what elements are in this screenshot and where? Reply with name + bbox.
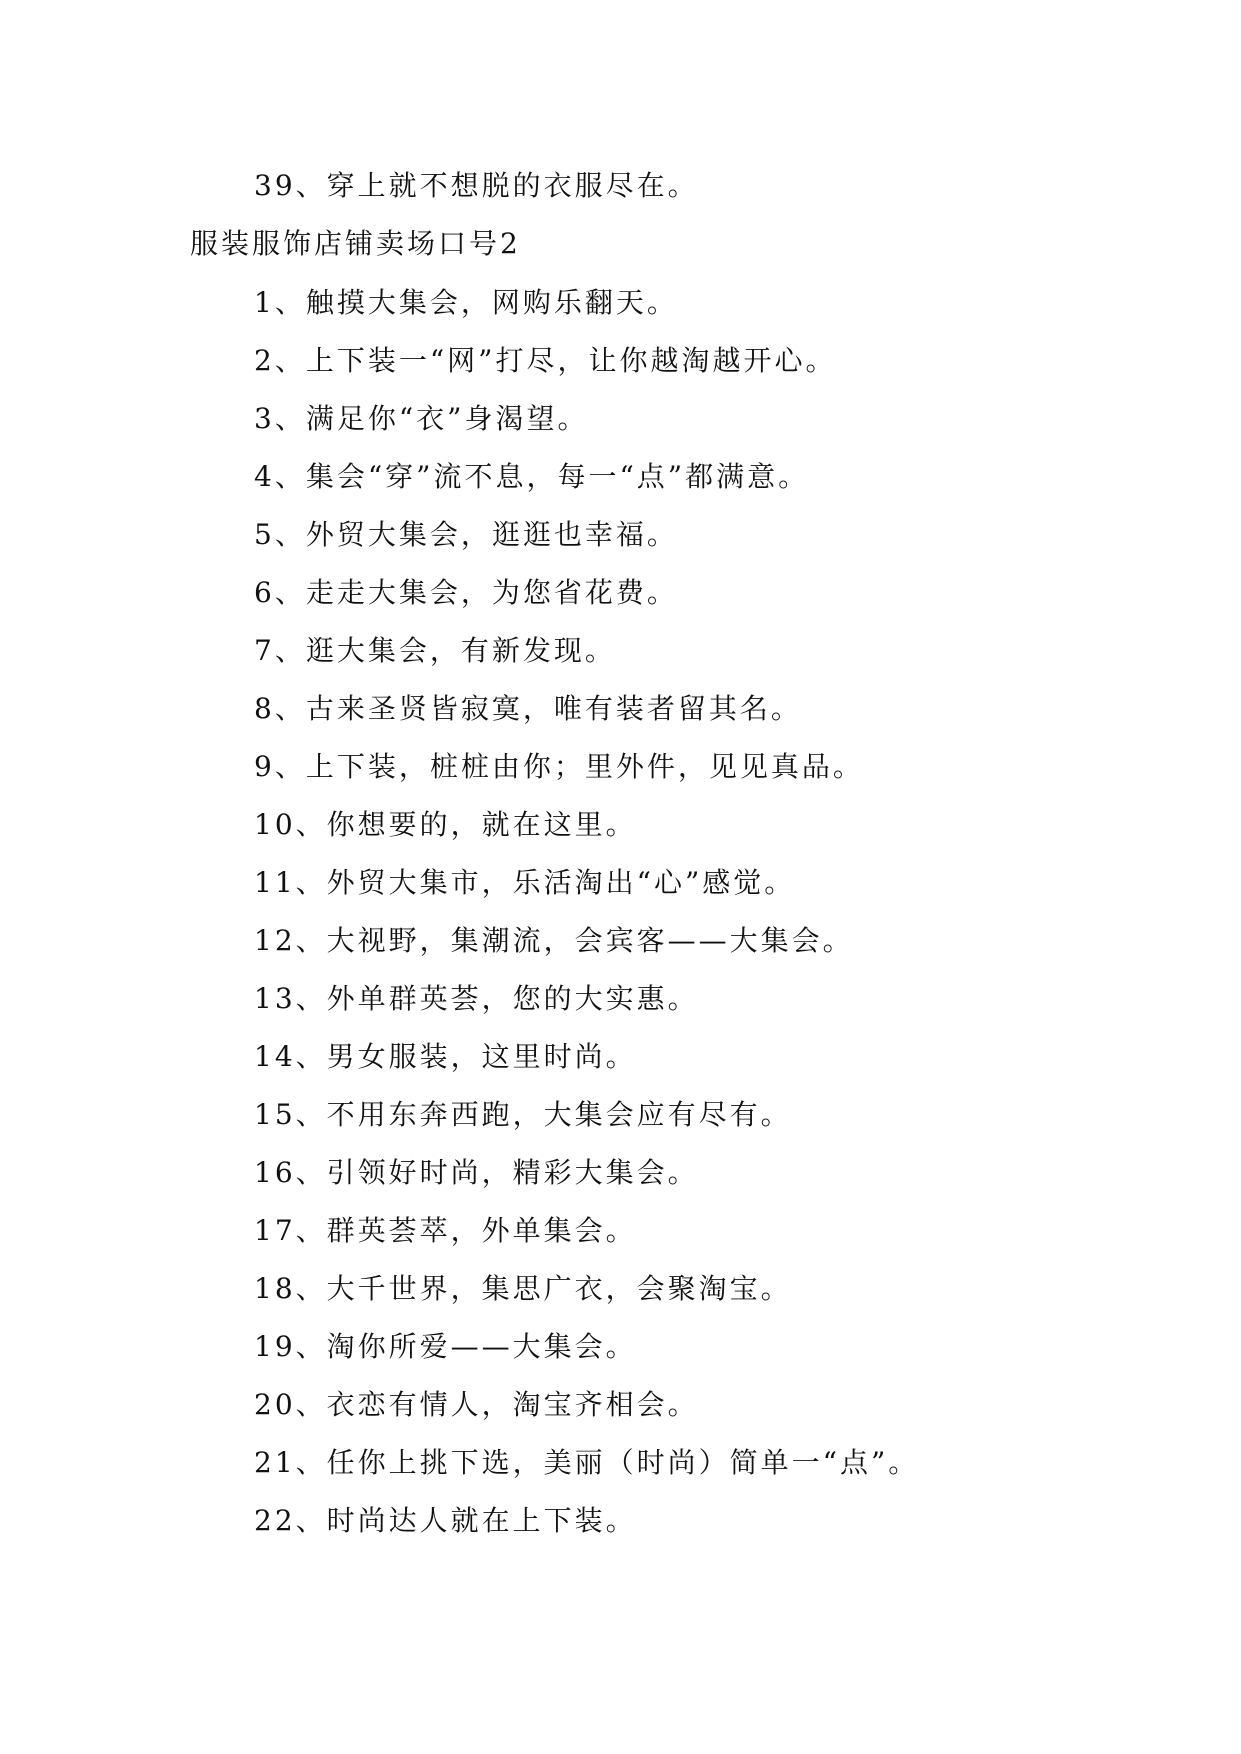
list-item: 16、引领好时尚，精彩大集会。 [254,1156,699,1189]
list-item: 19、淘你所爱——大集会。 [254,1330,637,1363]
list-item: 14、男女服装，这里时尚。 [254,1040,637,1073]
list-item: 3、满足你“衣”身渴望。 [254,402,589,435]
list-item: 2、上下装一“网”打尽，让你越淘越开心。 [254,344,837,377]
list-item: 13、外单群英荟，您的大实惠。 [254,982,699,1015]
list-item: 1、触摸大集会，网购乐翻天。 [254,286,678,319]
list-item: 4、集会“穿”流不息，每一“点”都满意。 [254,460,810,493]
list-item: 22、时尚达人就在上下装。 [254,1504,637,1537]
list-item: 17、群英荟萃，外单集会。 [254,1214,637,1247]
list-item: 8、古来圣贤皆寂寞，唯有装者留其名。 [254,692,802,725]
list-item: 9、上下装，桩桩由你；里外件，见见真品。 [254,750,864,783]
list-item: 5、外贸大集会，逛逛也幸福。 [254,518,678,551]
list-item: 15、不用东奔西跑，大集会应有尽有。 [254,1098,792,1131]
list-item: 11、外贸大集市，乐活淘出“心”感觉。 [254,866,796,899]
list-item: 20、衣恋有情人，淘宝齐相会。 [254,1388,699,1421]
list-item: 10、你想要的，就在这里。 [254,808,637,841]
list-item: 21、任你上挑下选，美丽（时尚）简单一“点”。 [254,1446,920,1479]
list-item: 7、逛大集会，有新发现。 [254,634,616,667]
list-item: 6、走走大集会，为您省花费。 [254,576,678,609]
section-heading: 服装服饰店铺卖场口号2 [190,227,521,260]
list-item: 12、大视野，集潮流，会宾客——大集会。 [254,924,854,957]
intro-item: 39、穿上就不想脱的衣服尽在。 [254,169,699,202]
list-item: 18、大千世界，集思广衣，会聚淘宝。 [254,1272,792,1305]
